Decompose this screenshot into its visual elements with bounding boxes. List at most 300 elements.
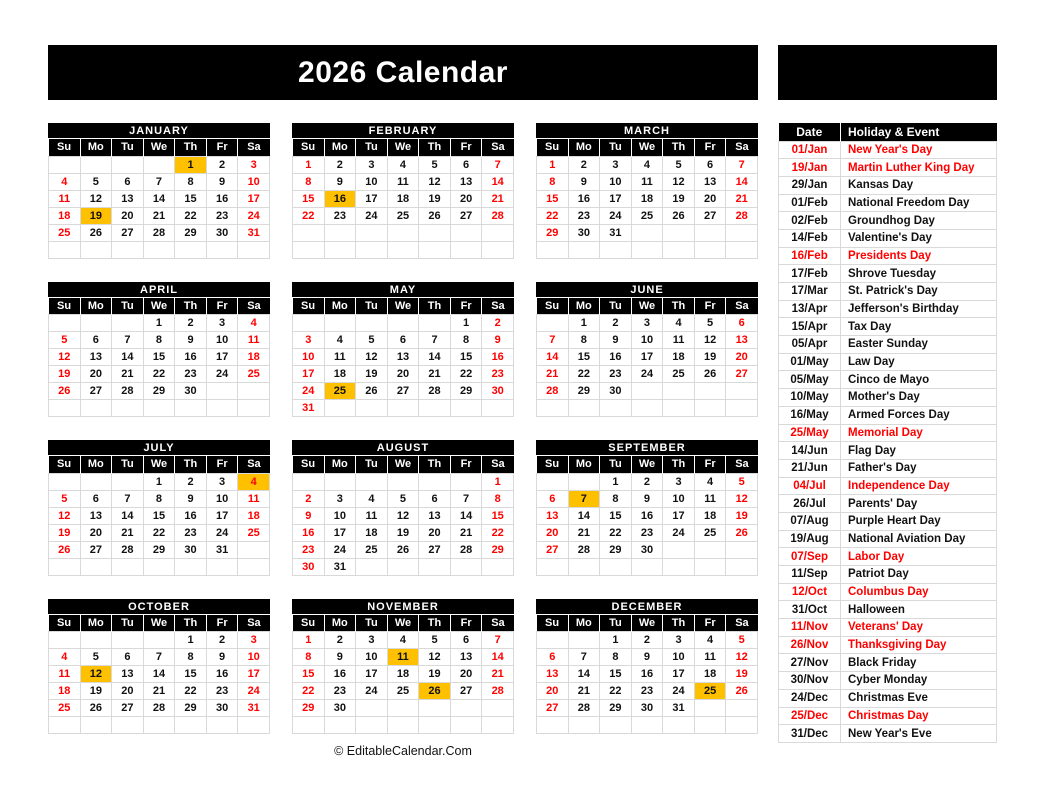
day-cell: 25	[49, 224, 81, 241]
day-cell: 24	[206, 524, 238, 541]
day-cell: 21	[143, 207, 175, 224]
holiday-row	[779, 141, 997, 159]
day-cell: 7	[143, 173, 175, 190]
day-cell: 18	[49, 207, 81, 224]
weekday-label: Tu	[600, 139, 632, 156]
holiday-date: 14/Jun	[779, 442, 841, 460]
holiday-name: Halloween	[841, 601, 997, 619]
holiday-name: Martin Luther King Day	[841, 159, 997, 177]
day-cell: 29	[450, 383, 482, 400]
weekday-label: Tu	[600, 456, 632, 473]
holiday-row	[779, 672, 997, 690]
week-row	[49, 156, 270, 173]
day-cell: 31	[663, 700, 695, 717]
day-cell: 18	[694, 666, 726, 683]
day-cell: 25	[694, 683, 726, 700]
day-cell: 22	[175, 207, 207, 224]
weekday-label: We	[387, 139, 419, 156]
holiday-name: National Freedom Day	[841, 194, 997, 212]
empty-cell	[112, 156, 144, 173]
week-row	[537, 241, 758, 258]
day-cell: 13	[726, 332, 758, 349]
holiday-date: 14/Feb	[779, 229, 841, 247]
day-cell: 8	[293, 649, 325, 666]
day-cell: 12	[80, 666, 112, 683]
empty-cell	[80, 717, 112, 734]
month-august	[292, 440, 514, 576]
week-row	[293, 224, 514, 241]
empty-cell	[450, 700, 482, 717]
day-cell: 31	[293, 400, 325, 417]
empty-cell	[206, 241, 238, 258]
day-cell: 8	[143, 490, 175, 507]
day-cell: 9	[631, 490, 663, 507]
empty-cell	[112, 315, 144, 332]
weekday-label: Th	[663, 298, 695, 315]
weekday-label: Mo	[324, 456, 356, 473]
day-cell: 15	[143, 349, 175, 366]
day-cell: 13	[112, 190, 144, 207]
month-day-grid	[536, 139, 758, 259]
empty-cell	[600, 241, 632, 258]
day-cell: 26	[80, 700, 112, 717]
holiday-date: 04/Jul	[779, 477, 841, 495]
day-cell: 6	[694, 156, 726, 173]
empty-cell	[694, 558, 726, 575]
day-cell: 7	[568, 490, 600, 507]
day-cell: 8	[600, 490, 632, 507]
week-row	[537, 473, 758, 490]
weekday-label: We	[631, 139, 663, 156]
holiday-row	[779, 725, 997, 743]
empty-cell	[293, 717, 325, 734]
month-october	[48, 599, 270, 735]
day-cell: 18	[356, 524, 388, 541]
empty-cell	[387, 558, 419, 575]
day-cell: 29	[143, 383, 175, 400]
week-row	[49, 683, 270, 700]
holiday-name: Mother's Day	[841, 389, 997, 407]
empty-cell	[112, 717, 144, 734]
weekday-label: We	[143, 139, 175, 156]
day-cell: 18	[631, 190, 663, 207]
day-cell: 23	[324, 683, 356, 700]
day-cell: 5	[387, 490, 419, 507]
day-cell: 28	[482, 683, 514, 700]
day-cell: 22	[293, 683, 325, 700]
month-day-grid	[536, 298, 758, 418]
weekday-label: Th	[663, 139, 695, 156]
week-row	[537, 490, 758, 507]
empty-cell	[206, 558, 238, 575]
weekday-label: Sa	[238, 139, 270, 156]
weekday-label: Sa	[482, 456, 514, 473]
day-cell: 25	[694, 524, 726, 541]
empty-cell	[568, 632, 600, 649]
day-cell: 22	[600, 524, 632, 541]
empty-cell	[631, 241, 663, 258]
holiday-date: 25/Dec	[779, 707, 841, 725]
day-cell: 23	[568, 207, 600, 224]
day-cell: 21	[143, 683, 175, 700]
empty-cell	[482, 241, 514, 258]
day-cell: 12	[726, 649, 758, 666]
day-cell: 30	[175, 383, 207, 400]
day-cell: 11	[631, 173, 663, 190]
month-title: OCTOBER	[48, 599, 270, 615]
month-title: NOVEMBER	[292, 599, 514, 615]
week-row	[537, 224, 758, 241]
day-cell: 16	[568, 190, 600, 207]
holiday-date: 19/Jan	[779, 159, 841, 177]
day-cell: 13	[419, 507, 451, 524]
day-cell: 6	[80, 490, 112, 507]
day-cell: 6	[387, 332, 419, 349]
empty-cell	[726, 700, 758, 717]
holiday-date: 29/Jan	[779, 176, 841, 194]
day-cell: 9	[293, 507, 325, 524]
day-cell: 4	[238, 473, 270, 490]
day-cell: 4	[324, 332, 356, 349]
day-cell: 29	[600, 700, 632, 717]
weekday-header-row	[537, 615, 758, 632]
day-cell: 14	[482, 173, 514, 190]
empty-cell	[663, 241, 695, 258]
weekday-label: Fr	[206, 615, 238, 632]
day-cell: 26	[387, 541, 419, 558]
weekday-label: Fr	[694, 456, 726, 473]
day-cell: 5	[419, 632, 451, 649]
day-cell: 21	[419, 366, 451, 383]
month-day-grid	[48, 298, 270, 418]
week-row	[537, 649, 758, 666]
holiday-row	[779, 229, 997, 247]
weekday-label: Sa	[238, 615, 270, 632]
holiday-event-header: Holiday & Event	[841, 123, 997, 141]
weekday-label: We	[387, 298, 419, 315]
holiday-name: Labor Day	[841, 548, 997, 566]
holiday-row	[779, 159, 997, 177]
day-cell: 25	[238, 524, 270, 541]
holiday-row	[779, 548, 997, 566]
day-cell: 24	[238, 683, 270, 700]
day-cell: 26	[663, 207, 695, 224]
empty-cell	[631, 383, 663, 400]
week-row	[537, 683, 758, 700]
day-cell: 22	[568, 366, 600, 383]
empty-cell	[112, 632, 144, 649]
day-cell: 18	[387, 190, 419, 207]
empty-cell	[112, 400, 144, 417]
day-cell: 15	[568, 349, 600, 366]
month-title: JUNE	[536, 282, 758, 298]
holiday-name: St. Patrick's Day	[841, 283, 997, 301]
day-cell: 21	[112, 366, 144, 383]
day-cell: 30	[631, 700, 663, 717]
weekday-label: Tu	[356, 139, 388, 156]
weekday-header-row	[293, 298, 514, 315]
day-cell: 16	[293, 524, 325, 541]
holiday-date: 01/May	[779, 353, 841, 371]
empty-cell	[568, 400, 600, 417]
day-cell: 14	[419, 349, 451, 366]
day-cell: 24	[356, 207, 388, 224]
empty-cell	[631, 558, 663, 575]
day-cell: 22	[537, 207, 569, 224]
weekday-label: We	[631, 298, 663, 315]
week-row	[49, 400, 270, 417]
day-cell: 23	[631, 683, 663, 700]
week-row	[293, 541, 514, 558]
weekday-label: Su	[49, 139, 81, 156]
day-cell: 28	[112, 541, 144, 558]
day-cell: 16	[324, 666, 356, 683]
day-cell: 20	[112, 683, 144, 700]
weekday-label: Su	[537, 139, 569, 156]
day-cell: 2	[293, 490, 325, 507]
day-cell: 8	[143, 332, 175, 349]
holiday-date: 16/May	[779, 406, 841, 424]
day-cell: 30	[631, 541, 663, 558]
day-cell: 27	[450, 683, 482, 700]
empty-cell	[293, 224, 325, 241]
holiday-row	[779, 512, 997, 530]
day-cell: 10	[631, 332, 663, 349]
day-cell: 22	[175, 683, 207, 700]
empty-cell	[80, 156, 112, 173]
day-cell: 14	[143, 190, 175, 207]
empty-cell	[631, 224, 663, 241]
holiday-name: Father's Day	[841, 459, 997, 477]
empty-cell	[482, 700, 514, 717]
weekday-label: Su	[537, 456, 569, 473]
month-title: JULY	[48, 440, 270, 456]
day-cell: 27	[537, 700, 569, 717]
day-cell: 23	[175, 366, 207, 383]
empty-cell	[206, 383, 238, 400]
empty-cell	[293, 473, 325, 490]
week-row	[49, 632, 270, 649]
weekday-label: Sa	[238, 456, 270, 473]
day-cell: 15	[293, 666, 325, 683]
day-cell: 16	[482, 349, 514, 366]
day-cell: 23	[206, 683, 238, 700]
day-cell: 30	[175, 541, 207, 558]
day-cell: 30	[482, 383, 514, 400]
month-title: DECEMBER	[536, 599, 758, 615]
day-cell: 9	[600, 332, 632, 349]
empty-cell	[80, 632, 112, 649]
weekday-label: We	[143, 456, 175, 473]
weekday-label: Th	[419, 456, 451, 473]
day-cell: 11	[387, 649, 419, 666]
holiday-row	[779, 212, 997, 230]
day-cell: 8	[482, 490, 514, 507]
empty-cell	[143, 717, 175, 734]
holiday-name: Kansas Day	[841, 176, 997, 194]
day-cell: 23	[482, 366, 514, 383]
day-cell: 16	[175, 507, 207, 524]
week-row	[293, 156, 514, 173]
day-cell: 2	[206, 156, 238, 173]
day-cell: 11	[238, 332, 270, 349]
day-cell: 23	[206, 207, 238, 224]
week-row	[537, 383, 758, 400]
weekday-label: Th	[663, 615, 695, 632]
holiday-date: 10/May	[779, 389, 841, 407]
day-cell: 20	[419, 524, 451, 541]
day-cell: 5	[419, 156, 451, 173]
week-row	[293, 666, 514, 683]
empty-cell	[238, 717, 270, 734]
day-cell: 30	[206, 224, 238, 241]
weekday-label: Mo	[80, 139, 112, 156]
weekday-label: Fr	[694, 298, 726, 315]
empty-cell	[537, 315, 569, 332]
holiday-row	[779, 194, 997, 212]
day-cell: 7	[112, 332, 144, 349]
month-may	[292, 282, 514, 418]
empty-cell	[49, 156, 81, 173]
day-cell: 2	[324, 632, 356, 649]
weekday-label: Sa	[482, 139, 514, 156]
day-cell: 10	[238, 649, 270, 666]
empty-cell	[537, 558, 569, 575]
day-cell: 27	[112, 700, 144, 717]
day-cell: 28	[482, 207, 514, 224]
day-cell: 12	[419, 173, 451, 190]
day-cell: 29	[568, 383, 600, 400]
holiday-row	[779, 406, 997, 424]
day-cell: 3	[600, 156, 632, 173]
day-cell: 9	[631, 649, 663, 666]
day-cell: 20	[80, 524, 112, 541]
empty-cell	[49, 632, 81, 649]
holiday-row	[779, 601, 997, 619]
day-cell: 30	[568, 224, 600, 241]
weekday-label: Fr	[450, 298, 482, 315]
day-cell: 1	[293, 156, 325, 173]
week-row	[49, 649, 270, 666]
day-cell: 19	[49, 366, 81, 383]
weekday-label: Sa	[726, 456, 758, 473]
day-cell: 19	[387, 524, 419, 541]
day-cell: 17	[324, 524, 356, 541]
day-cell: 13	[80, 507, 112, 524]
empty-cell	[238, 241, 270, 258]
empty-cell	[387, 400, 419, 417]
day-cell: 24	[206, 366, 238, 383]
week-row	[537, 400, 758, 417]
empty-cell	[112, 473, 144, 490]
day-cell: 25	[663, 366, 695, 383]
empty-cell	[80, 558, 112, 575]
week-row	[49, 717, 270, 734]
day-cell: 12	[356, 349, 388, 366]
holiday-name: Cinco de Mayo	[841, 371, 997, 389]
holiday-name: Memorial Day	[841, 424, 997, 442]
day-cell: 16	[600, 349, 632, 366]
week-row	[293, 717, 514, 734]
day-cell: 28	[568, 700, 600, 717]
day-cell: 2	[631, 473, 663, 490]
empty-cell	[694, 700, 726, 717]
empty-cell	[568, 558, 600, 575]
empty-cell	[387, 700, 419, 717]
empty-cell	[726, 558, 758, 575]
weekday-label: Sa	[726, 615, 758, 632]
empty-cell	[663, 717, 695, 734]
empty-cell	[175, 400, 207, 417]
empty-cell	[143, 156, 175, 173]
holiday-row	[779, 636, 997, 654]
holiday-date-header: Date	[779, 123, 841, 141]
empty-cell	[537, 400, 569, 417]
empty-cell	[293, 315, 325, 332]
weekday-label: Su	[537, 298, 569, 315]
day-cell: 22	[143, 366, 175, 383]
holiday-row	[779, 689, 997, 707]
day-cell: 12	[387, 507, 419, 524]
day-cell: 3	[356, 632, 388, 649]
day-cell: 6	[726, 315, 758, 332]
day-cell: 24	[663, 524, 695, 541]
day-cell: 21	[112, 524, 144, 541]
empty-cell	[112, 558, 144, 575]
day-cell: 14	[537, 349, 569, 366]
empty-cell	[482, 717, 514, 734]
empty-cell	[175, 241, 207, 258]
week-row	[49, 541, 270, 558]
holiday-date: 21/Jun	[779, 459, 841, 477]
empty-cell	[49, 241, 81, 258]
day-cell: 12	[49, 349, 81, 366]
day-cell: 15	[450, 349, 482, 366]
day-cell: 13	[694, 173, 726, 190]
week-row	[49, 507, 270, 524]
week-row	[293, 507, 514, 524]
day-cell: 10	[356, 649, 388, 666]
weekday-header-row	[537, 456, 758, 473]
empty-cell	[143, 558, 175, 575]
weekday-label: Fr	[206, 456, 238, 473]
holiday-date: 07/Sep	[779, 548, 841, 566]
day-cell: 2	[568, 156, 600, 173]
day-cell: 23	[324, 207, 356, 224]
day-cell: 25	[238, 366, 270, 383]
day-cell: 1	[537, 156, 569, 173]
day-cell: 10	[238, 173, 270, 190]
day-cell: 2	[175, 473, 207, 490]
holiday-name: National Aviation Day	[841, 530, 997, 548]
day-cell: 18	[238, 507, 270, 524]
day-cell: 24	[238, 207, 270, 224]
empty-cell	[238, 558, 270, 575]
day-cell: 11	[694, 490, 726, 507]
day-cell: 20	[537, 683, 569, 700]
day-cell: 17	[238, 190, 270, 207]
empty-cell	[206, 400, 238, 417]
day-cell: 10	[663, 490, 695, 507]
week-row	[537, 666, 758, 683]
empty-cell	[387, 241, 419, 258]
weekday-label: We	[143, 298, 175, 315]
footer-credit: © EditableCalendar.Com	[334, 744, 472, 758]
day-cell: 19	[80, 683, 112, 700]
holiday-date: 30/Nov	[779, 672, 841, 690]
day-cell: 9	[568, 173, 600, 190]
holiday-name: Christmas Day	[841, 707, 997, 725]
